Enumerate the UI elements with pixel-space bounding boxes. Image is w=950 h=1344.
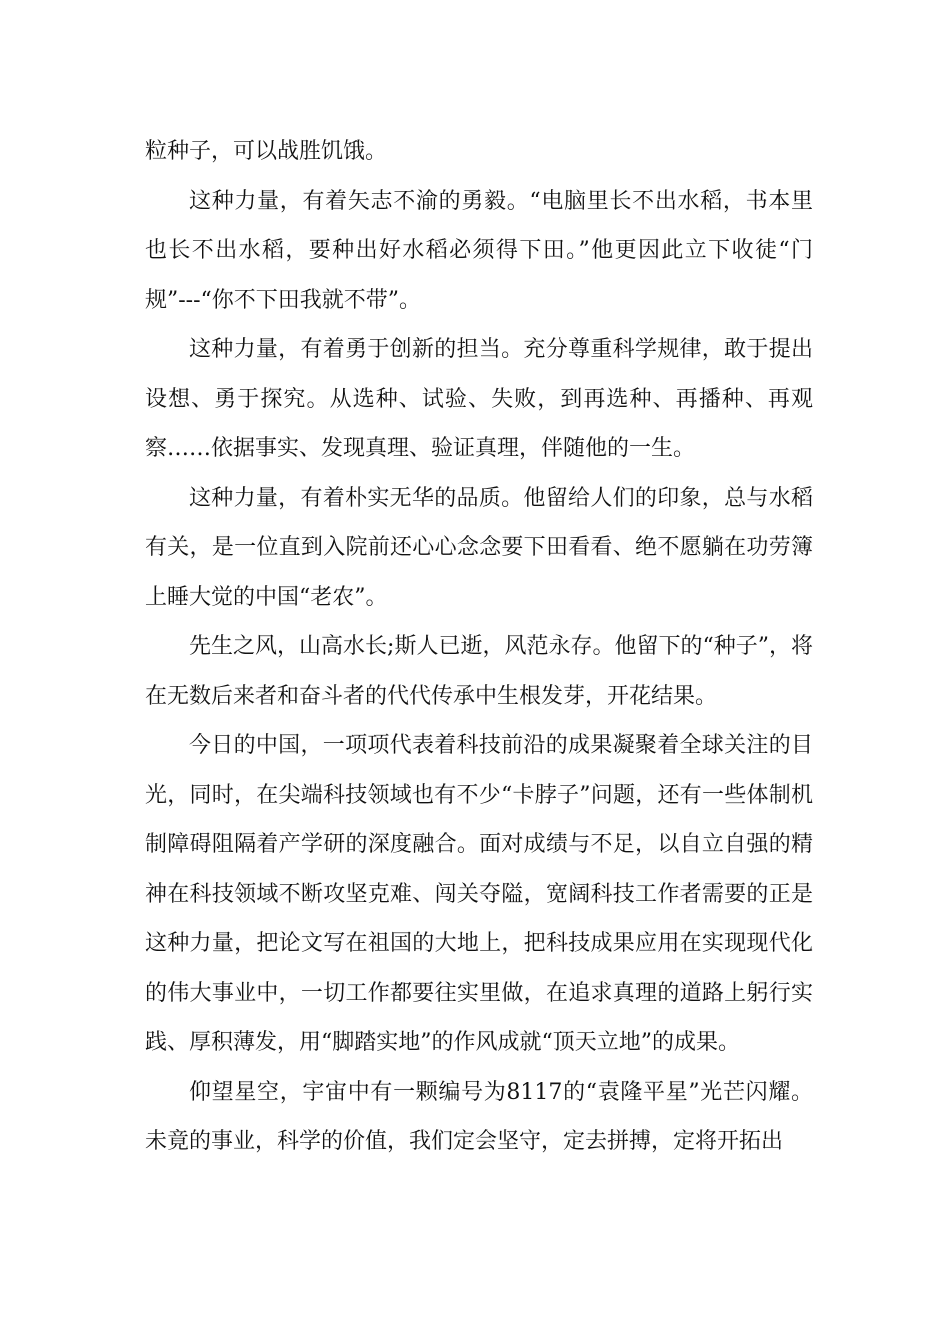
paragraph-3: 这种力量，有着勇于创新的担当。充分尊重科学规律，敢于提出设想、勇于探究。从选种、试验、失败，到再选种、再播种、再观察……依据事实、发现真理、验证真理，伴随他的一生。 (145, 337, 813, 461)
paragraph-7: 仰望星空，宇宙中有一颗编号为8117的“袁隆平星”光芒闪耀。未竟的事业，科学的价值，我们定会坚守，定去拼搏，定将开拓出 (145, 1079, 813, 1154)
document-body (145, 127, 813, 1167)
paragraph-6: 今日的中国，一项项代表着科技前沿的成果凝聚着全球关注的目光，同时，在尖端科技领域也有不少“卡脖子”问题，还有一些体制机制障碍阻隔着产学研的深度融合。面对成绩与不足，以自立自强的精神在科技领域不断攻坚克难、闯关夺隘，宽阔科技工作者需要的正是这种力量，把论文写在祖国的大地上，把科技成果应用在实现现代化的伟大事业中，一切工作都要往实里做，在追求真理的道路上躬行实践、厚积薄发，用“脚踏实地”的作风成就“顶天立地”的成果。 (145, 733, 813, 1055)
paragraph-5: 先生之风，山高水长;斯人已逝，风范永存。他留下的“种子”，将在无数后来者和奋斗者的代代传承中生根发芽，开花结果。 (145, 634, 813, 709)
paragraph-1: 粒种子，可以战胜饥饿。 (145, 139, 388, 164)
paragraph-4: 这种力量，有着朴实无华的品质。他留给人们的印象，总与水稻有关，是一位直到入院前还心心念念要下田看看、绝不愿躺在功劳簿上睡大觉的中国“老农”。 (145, 485, 813, 610)
paragraph-2: 这种力量，有着矢志不渝的勇毅。“电脑里长不出水稻，书本里也长不出水稻，要种出好水稻必须得下田。”他更因此立下收徒“门规”---“你不下田我就不带”。 (145, 188, 813, 313)
